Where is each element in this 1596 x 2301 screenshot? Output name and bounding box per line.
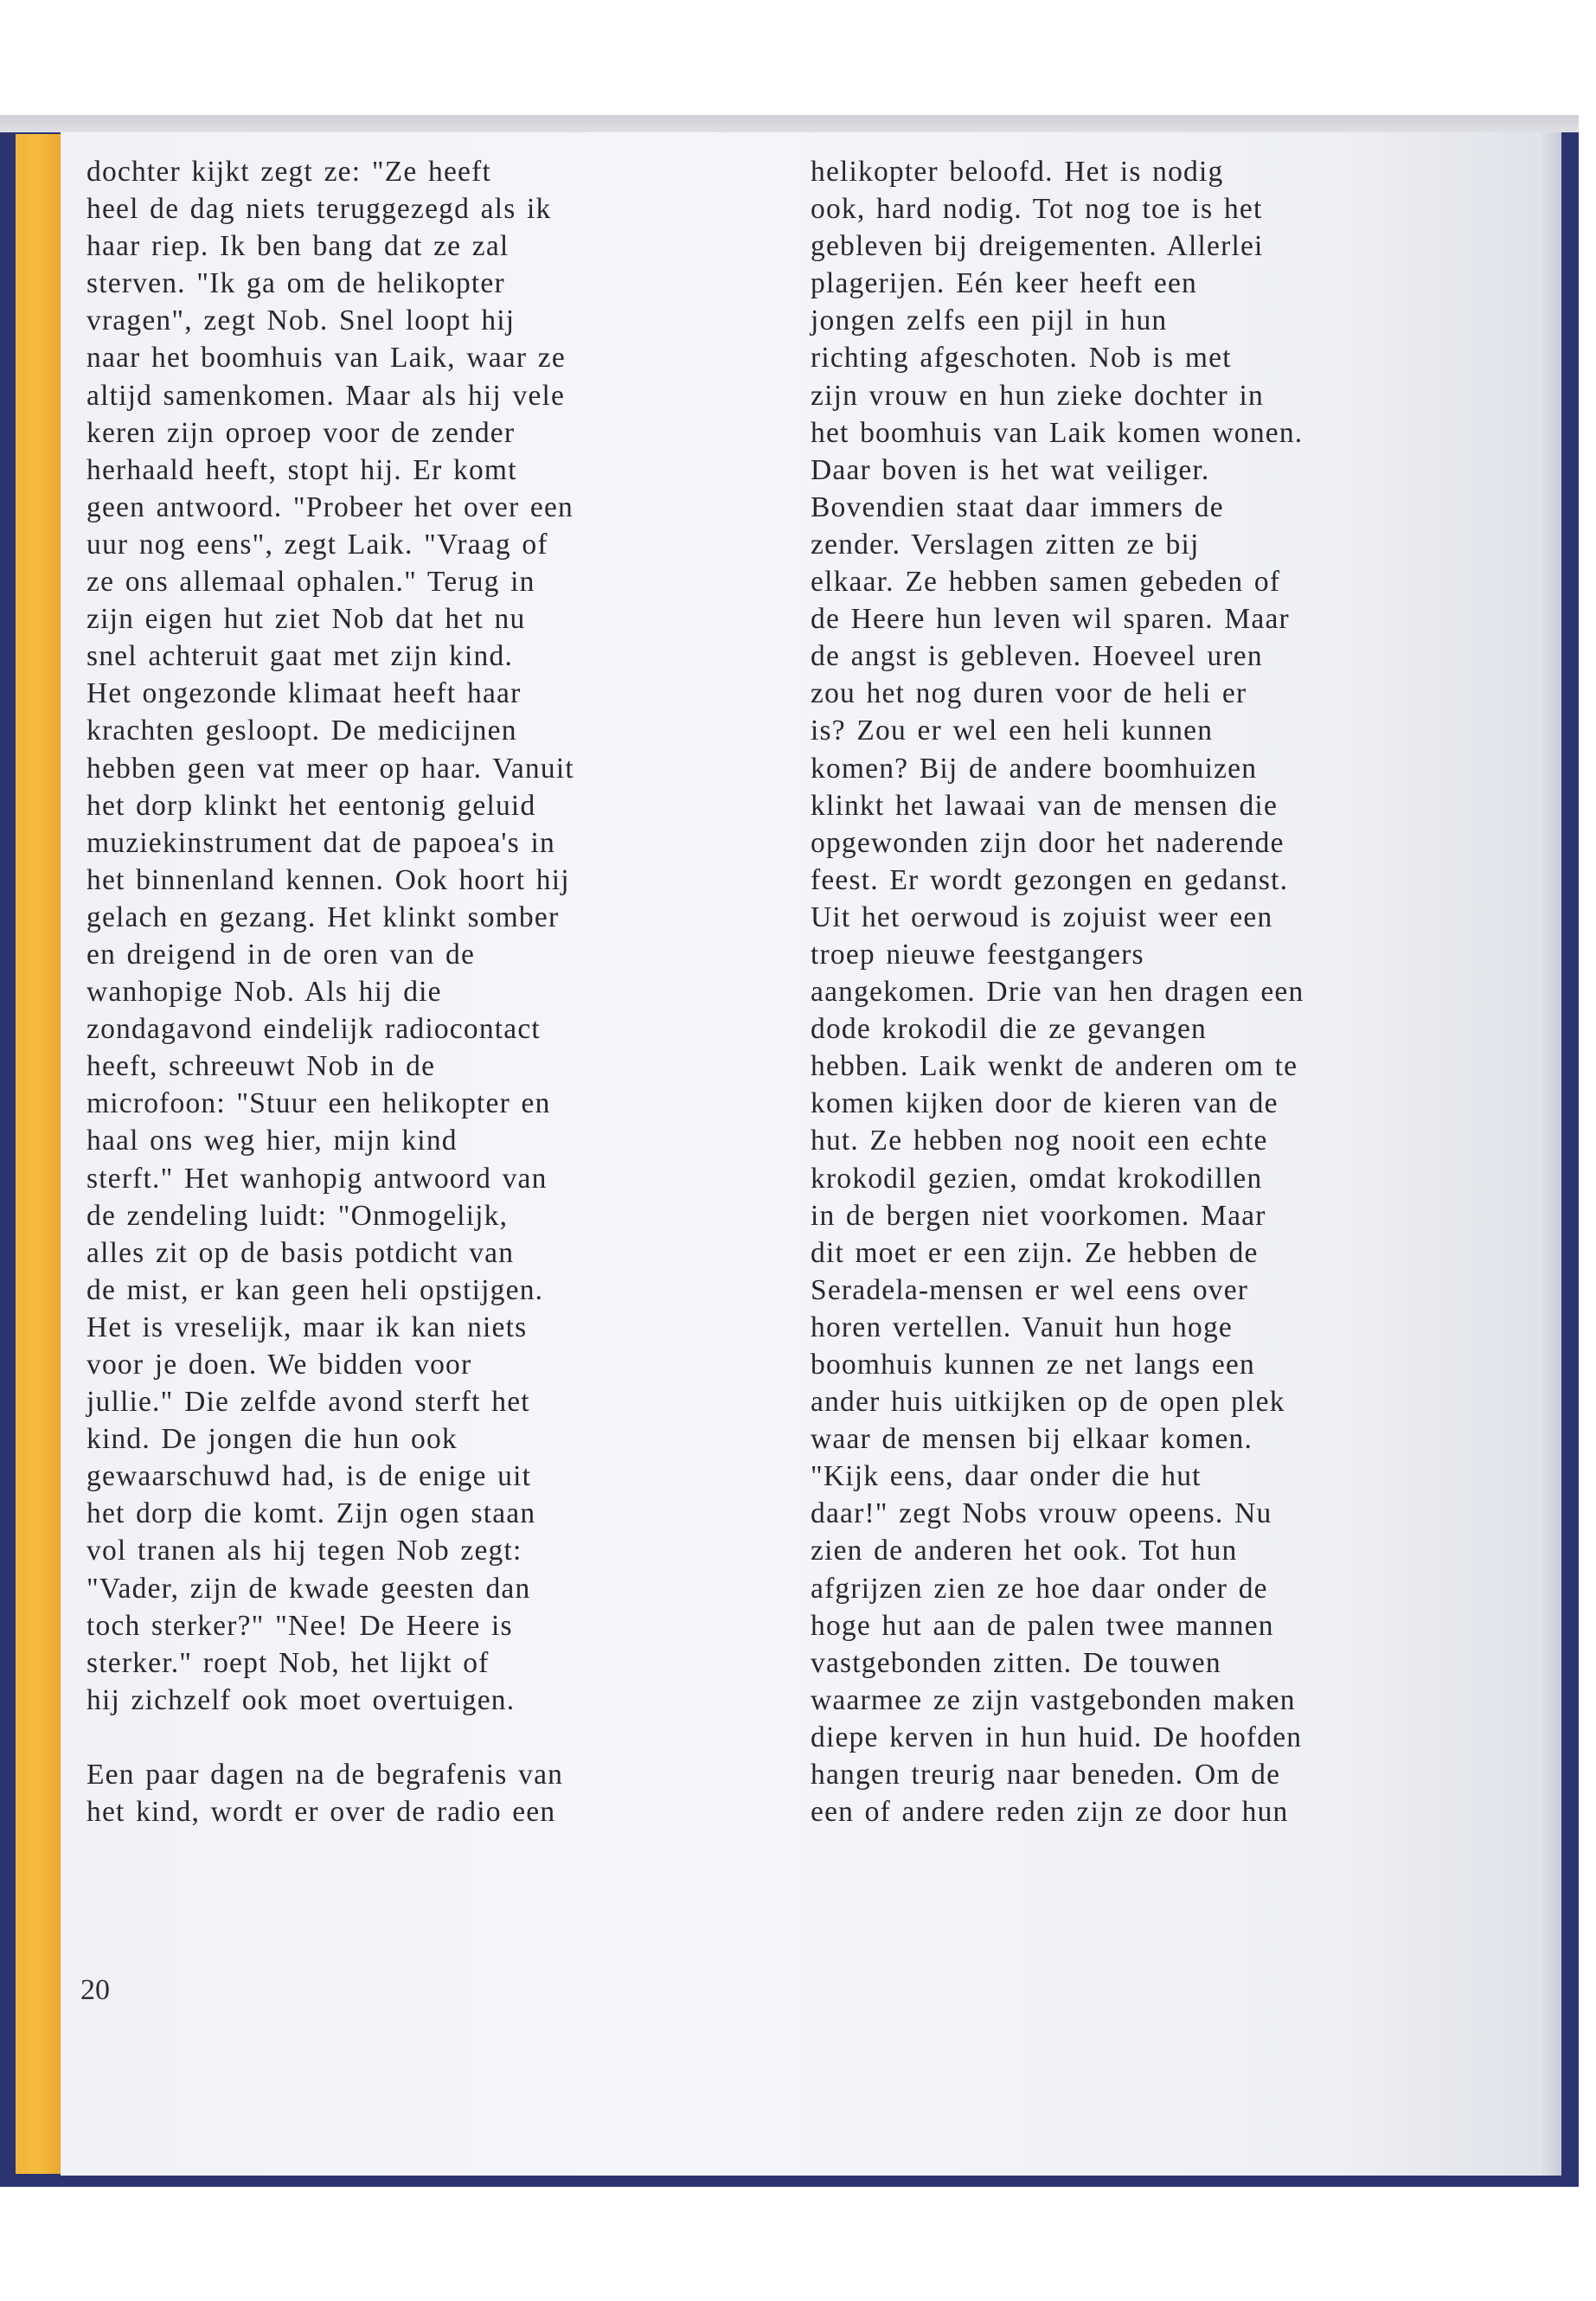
text-line: Bovendien staat daar immers de [811,490,1224,523]
text-line: horen vertellen. Vanuit hun hoge [811,1311,1233,1343]
text-line: zender. Verslagen zitten ze bij [811,528,1200,561]
text-line: sterker." roept Nob, het lijkt of [87,1646,490,1679]
text-line: elkaar. Ze hebben samen gebeden of [811,566,1281,599]
text-line: krachten gesloopt. De medicijnen [87,715,517,747]
text-line: het dorp klinkt het eentonig geluid [87,789,536,822]
text-line: sterven. "Ik ga om de helikopter [87,267,505,300]
text-line: wanhopige Nob. Als hij die [87,976,442,1009]
text-line: vol tranen als hij tegen Nob zegt: [87,1535,522,1567]
text-line: zien de anderen het ook. Tot hun [811,1535,1238,1567]
text-line: "Vader, zijn de kwade geesten dan [87,1572,531,1605]
text-line: ook, hard nodig. Tot nog toe is het [811,193,1263,226]
text-line: Daar boven is het wat veiliger. [811,453,1210,486]
text-line: aangekomen. Drie van hen dragen een [811,976,1304,1009]
text-line: hangen treurig naar beneden. Om de [811,1759,1281,1791]
text-line: diepe kerven in hun huid. De hoofden [811,1721,1303,1753]
text-line: haar riep. Ik ben bang dat ze zal [87,230,510,263]
text-line: waar de mensen bij elkaar komen. [811,1423,1253,1456]
text-line: hij zichzelf ook moet overtuigen. [87,1683,516,1716]
text-line: zijn vrouw en hun zieke dochter in [811,379,1264,412]
text-line: haal ons weg hier, mijn kind [87,1125,458,1157]
text-line: komen? Bij de andere boomhuizen [811,752,1258,785]
text-line: plagerijen. Eén keer heeft een [811,267,1197,300]
text-line: helikopter beloofd. Het is nodig [811,156,1224,188]
text-line: de Heere hun leven wil sparen. Maar [811,603,1290,636]
text-line: uur nog eens", zegt Laik. "Vraag of [87,528,548,561]
text-line: heeft, schreeuwt Nob in de [87,1050,436,1083]
text-line: Seradela-mensen er wel eens over [811,1273,1249,1306]
text-column-right [811,153,1304,1830]
text-line: hut. Ze hebben nog nooit een echte [811,1125,1268,1157]
text-line: hebben geen vat meer op haar. Vanuit [87,752,574,785]
text-line: opgewonden zijn door het naderende [811,826,1285,859]
text-line: in de bergen niet voorkomen. Maar [811,1199,1266,1232]
text-line: vastgebonden zitten. De touwen [811,1646,1221,1679]
text-line: vragen", zegt Nob. Snel loopt hij [87,304,516,337]
book-spine [16,134,61,2174]
text-line: toch sterker?" "Nee! De Heere is [87,1609,513,1642]
text-line: altijd samenkomen. Maar als hij vele [87,379,566,412]
text-line: het dorp die komt. Zijn ogen staan [87,1497,536,1530]
text-line: daar!" zegt Nobs vrouw opeens. Nu [811,1497,1272,1530]
text-line: krokodil gezien, omdat krokodillen [811,1162,1263,1195]
text-line: Een paar dagen na de begrafenis van [87,1759,564,1791]
text-line: de zendeling luidt: "Onmogelijk, [87,1199,509,1232]
text-line: zou het nog duren voor de heli er [811,677,1247,710]
text-line: het boomhuis van Laik komen wonen. [811,416,1304,449]
text-line: en dreigend in de oren van de [87,938,476,971]
text-line: zijn eigen hut ziet Nob dat het nu [87,603,526,636]
text-line: feest. Er wordt gezongen en gedanst. [811,863,1289,896]
page-right-shadow [1537,132,1561,2176]
text-line: alles zit op de basis potdicht van [87,1236,515,1269]
text-line [87,1719,574,1756]
text-line: zondagavond eindelijk radiocontact [87,1013,541,1046]
text-line: Het is vreselijk, maar ik kan niets [87,1311,528,1343]
page-number: 20 [80,1974,110,2006]
text-line: jongen zelfs een pijl in hun [811,304,1168,337]
text-line: komen kijken door de kieren van de [811,1087,1279,1120]
text-line: hebben. Laik wenkt de anderen om te [811,1050,1298,1083]
text-line: de angst is gebleven. Hoeveel uren [811,640,1263,673]
text-line: dode krokodil die ze gevangen [811,1013,1207,1046]
text-line: de mist, er kan geen heli opstijgen. [87,1273,544,1306]
text-line: richting afgeschoten. Nob is met [811,342,1232,375]
text-line: gewaarschuwd had, is de enige uit [87,1460,532,1493]
text-line: boomhuis kunnen ze net langs een [811,1349,1255,1381]
text-line: keren zijn oproep voor de zender [87,416,516,449]
text-line: Het ongezonde klimaat heeft haar [87,677,522,710]
text-line: het kind, wordt er over de radio een [87,1796,556,1829]
text-line: "Kijk eens, daar onder die hut [811,1460,1202,1493]
text-line: klinkt het lawaai van de mensen die [811,789,1279,822]
text-column-left [87,153,574,1830]
text-line: waarmee ze zijn vastgebonden maken [811,1683,1296,1716]
text-line: sterft." Het wanhopig antwoord van [87,1162,548,1195]
text-line: ze ons allemaal ophalen." Terug in [87,566,535,599]
text-line: kind. De jongen die hun ook [87,1423,458,1456]
text-line: hoge hut aan de palen twee mannen [811,1609,1274,1642]
text-line: een of andere reden zijn ze door hun [811,1796,1289,1829]
text-line: jullie." Die zelfde avond sterft het [87,1386,530,1419]
text-line: ander huis uitkijken op de open plek [811,1386,1285,1419]
text-line: dit moet er een zijn. Ze hebben de [811,1236,1259,1269]
text-line: is? Zou er wel een heli kunnen [811,715,1214,747]
text-line: gelach en gezang. Het klinkt somber [87,901,560,933]
text-line: microfoon: "Stuur een helikopter en [87,1087,551,1120]
text-line: Uit het oerwoud is zojuist weer een [811,901,1273,933]
text-line: troep nieuwe feestgangers [811,938,1144,971]
text-line: muziekinstrument dat de papoea's in [87,826,555,859]
text-line: gebleven bij dreigementen. Allerlei [811,230,1264,263]
text-line: snel achteruit gaat met zijn kind. [87,640,514,673]
text-line: herhaald heeft, stopt hij. Er komt [87,453,517,486]
text-line: voor je doen. We bidden voor [87,1349,472,1381]
text-line: geen antwoord. "Probeer het over een [87,490,574,523]
text-line: dochter kijkt zegt ze: "Ze heeft [87,156,491,188]
text-line: afgrijzen zien ze hoe daar onder de [811,1572,1268,1605]
text-line: naar het boomhuis van Laik, waar ze [87,342,566,375]
text-line: het binnenland kennen. Ook hoort hij [87,863,570,896]
text-line: heel de dag niets teruggezegd als ik [87,193,552,226]
cover-top-edge [0,115,1579,132]
